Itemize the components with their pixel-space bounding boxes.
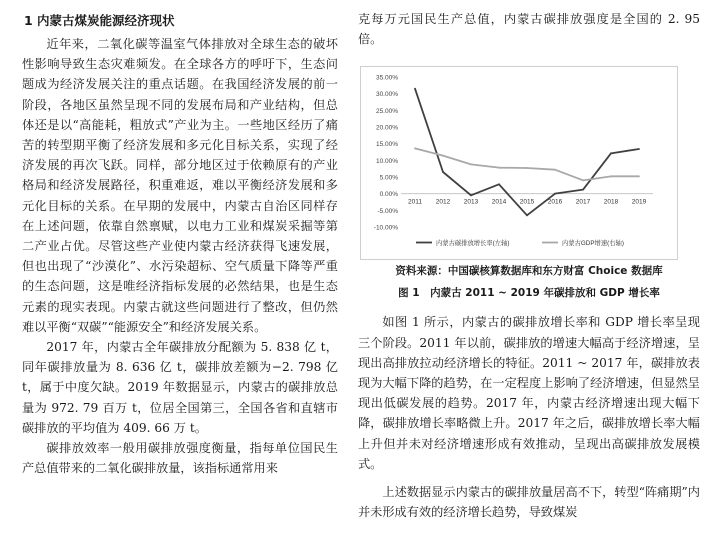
- x-tick-label: 2014: [491, 198, 507, 206]
- paragraph: 2017 年，内蒙古全年碳排放分配额为 5. 838 亿 t，同年碳排放量为 8. 636 亿 t，碳排放差额为−2. 798 亿 t，属于中度欠缺。2019 年数据显示，内蒙古的碳排放总量为 972. 79 百万 t，位居全国第三，全国各省和直辖市碳排放的平均值为 409. 66 万 t。: [22, 340, 338, 435]
- legend-label: 内蒙古GDP增速(右轴): [562, 240, 624, 247]
- legend-label: 内蒙古碳排放增长率(左轴): [436, 240, 510, 247]
- y-tick-label: 25.00%: [375, 107, 398, 115]
- data-point: [554, 193, 556, 195]
- data-point: [526, 167, 528, 169]
- data-point: [414, 88, 416, 90]
- data-point: [414, 147, 416, 149]
- figure-source: 资料来源：中国碳核算数据库和东方财富 Choice 数据库: [395, 265, 663, 277]
- x-tick-label: 2013: [463, 198, 479, 206]
- data-point: [610, 175, 612, 177]
- x-tick-label: 2016: [547, 198, 563, 206]
- data-point: [526, 214, 528, 216]
- data-point: [498, 167, 500, 169]
- left-column: [22, 0, 338, 478]
- data-point: [442, 155, 444, 157]
- y-tick-label: 5.00%: [379, 174, 398, 182]
- x-tick-label: 2019: [631, 198, 647, 206]
- line-chart: [361, 67, 677, 259]
- paragraph: 如图 1 所示，内蒙古的碳排放增长率和 GDP 增长率呈现三个阶段。2011 年以前，碳排放的增速大幅高于经济增速，呈现出高排放拉动经济增长的特征。2011 ~ 2017 年，碳排放表现为大幅下降的趋势，在一定程度上影响了经济增速，但显然呈现出低碳发展的趋势。2017 年，内蒙古经济增速出现大幅下降，碳排放增长率略微上升。2017 年之后，碳排放增长率大幅上升但并未对经济增速形成有效推动，呈现出高碳排放发展模式。: [358, 315, 700, 471]
- y-tick-label: -5.00%: [377, 207, 398, 215]
- paragraph-continued: 克每万元国民生产总值，内蒙古碳排放强度是全国的 2. 95 倍。: [358, 12, 700, 47]
- y-tick-label: -10.00%: [373, 224, 398, 232]
- data-point: [610, 152, 612, 154]
- y-tick-label: 10.00%: [375, 157, 398, 165]
- paragraph: 近年来，二氧化碳等温室气体排放对全球生态的破坏性影响导致生态灾难频发。在全球各方的呼吁下，生态问题成为经济发展关注的重点话题。在我国经济发展的前一阶段，各地区虽然呈现不同的发展布局和产业结构，但总体还是以“高能耗，粗放式”产业为主。一些地区经历了痛苦的转型期平衡了经济发展和多元化目标关系，实现了经济发展的再次飞跃。同样，部分地区过于依赖原有的产业格局和经济发展路径，积重难返，难以平衡经济发展和多元化目标的关系。在早期的发展中，内蒙古自治区同样存在上述问题，依靠自然禀赋，以电力工业和煤炭采掘等第二产业占优。尽管这些产业使内蒙古经济获得飞速发展，但也出现了“沙漠化”、水污染超标、空气质量下降等严重的生态问题，这是唯经济指标发展的必然结果，也是生态元素的现实表现。内蒙古就这些问题进行了整改，但仍然难以平衡“双碳”“能源安全”和经济发展关系。: [22, 37, 338, 334]
- x-tick-label: 2011: [408, 198, 422, 206]
- data-point: [582, 179, 584, 181]
- y-tick-label: 20.00%: [375, 124, 398, 132]
- x-tick-label: 2015: [519, 198, 535, 206]
- section-heading: 1 内蒙古煤炭能源经济现状: [24, 13, 175, 28]
- y-tick-label: 30.00%: [375, 91, 398, 99]
- x-tick-label: 2017: [575, 198, 591, 206]
- y-tick-label: 0.00%: [379, 191, 398, 199]
- figure-title: 图 1 内蒙古 2011 ~ 2019 年碳排放和 GDP 增长率: [398, 287, 660, 299]
- paragraph: 上述数据显示内蒙古的碳排放量居高不下，转型“阵痛期”内并未形成有效的经济增长趋势，导致煤炭: [358, 485, 700, 520]
- series-line: [415, 89, 639, 216]
- data-point: [470, 194, 472, 196]
- data-point: [470, 163, 472, 165]
- figure-chart: [360, 66, 678, 260]
- x-tick-label: 2018: [603, 198, 619, 206]
- data-point: [554, 169, 556, 171]
- y-tick-label: 15.00%: [375, 141, 398, 149]
- y-tick-label: 35.00%: [375, 74, 398, 82]
- data-point: [638, 175, 640, 177]
- data-point: [582, 189, 584, 191]
- data-point: [638, 148, 640, 150]
- data-point: [498, 183, 500, 185]
- x-tick-label: 2012: [435, 198, 451, 206]
- data-point: [442, 171, 444, 173]
- paragraph: 碳排放效率一般用碳排放强度衡量，指每单位国民生产总值带来的二氧化碳排放量，该指标通常用来: [22, 441, 338, 476]
